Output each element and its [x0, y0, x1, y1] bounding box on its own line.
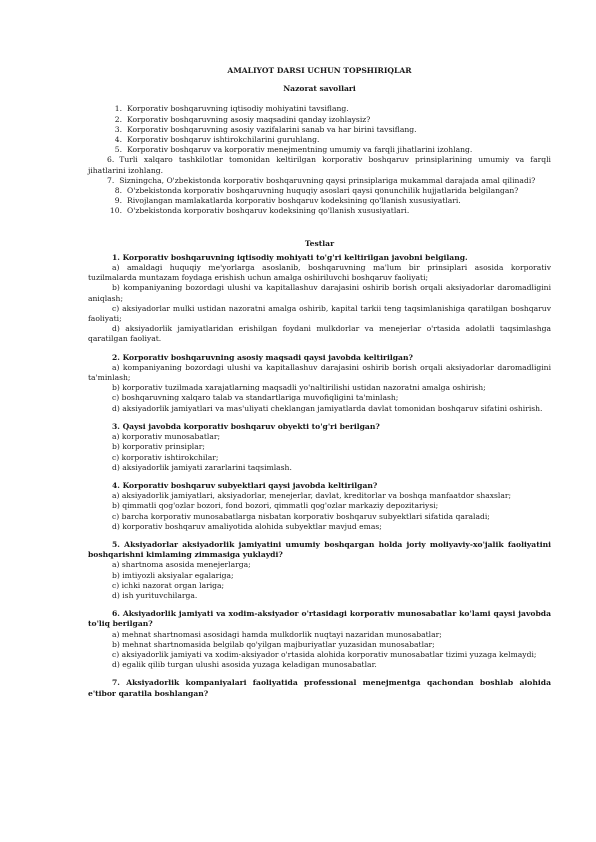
- test-option: a) amaldagi huquqiy me'yorlarga asoslanib, boshqaruvning ma'lum bir prinsiplari asosida korporativ tuzilmalarda muntazam foydaga erishish uchun amalga oshiriluvchi boshqaruv faoliyati;: [88, 263, 551, 283]
- test-option: a) kompaniyaning bozordagi ulushi va kapitallashuv darajasini oshirib borish orqali aksiyadorlar daromadligini ta'minlash;: [88, 362, 551, 383]
- test-option: d) egalik qilib turgan ulushi asosida yuzaga keladigan munosabatlar.: [112, 660, 377, 670]
- control-question: 6. Turli xalqaro tashkilotlar tomonidan keltirilgan korporativ boshqaruv prinsiplarining umumiy va farqli jihatlarini izohlang.: [88, 155, 551, 175]
- test-question: 2. Korporativ boshqaruvning asosiy maqsadi qaysi javobda keltirilgan?: [112, 352, 413, 362]
- test-question: 3. Qaysi javobda korporativ boshqaruv obyekti to'g'ri berilgan?: [112, 421, 380, 431]
- test-option: b) korporativ prinsiplar;: [112, 442, 205, 452]
- control-question: 2. Korporativ boshqaruvning asosiy maqsadini qanday izohlaysiz?: [114, 114, 371, 124]
- control-question: 9. Rivojlangan mamlakatlarda korporativ boshqaruv kodeksining qo'llanish xususiyatlari.: [114, 196, 461, 206]
- test-option: d) korporativ boshqaruv amaliyotida alohida subyektlar mavjud emas;: [112, 521, 382, 531]
- document-title: AMALIYOT DARSI UCHUN TOPSHIRIQLAR: [227, 66, 412, 75]
- control-question: 1. Korporativ boshqaruvning iqtisodiy mohiyatini tavsiflang.: [114, 104, 349, 114]
- test-block: [88, 540, 551, 601]
- test-option: a) korporativ munosabatlar;: [112, 432, 221, 442]
- test-option: c) aksiyadorlar mulki ustidan nazoratni amalga oshirib, kapital tarkii teng taqsimlanishiga qaratilgan boshqaruv faoliyati;: [88, 303, 551, 324]
- document-page: [88, 58, 551, 707]
- test-option: d) aksiyadorlik jamiyatlaridan erishilgan foydani mulkdorlar va menejerlar o'rtasida adolatli taqsimlashga qaratilgan faoliyat.: [88, 324, 551, 344]
- test-option: c) boshqaruvning xalqaro talab va standartlariga muvofiqligini ta'minlash;: [112, 393, 399, 403]
- control-question: 4. Korporativ boshqaruv ishtirokchilarini guruhlang.: [114, 135, 320, 145]
- test-question: 6. Aksiyadorlik jamiyati va xodim-aksiyador o'rtasidagi korporativ munosabatlar ko'lami qaysi javobda to'liq berilgan?: [88, 609, 551, 629]
- control-question: 7. Sizningcha, O'zbekistonda korporativ boshqaruvning qaysi prinsiplariga mukammal darajada amal qilinadi?: [107, 175, 536, 185]
- test-question: 5. Aksiyadorlar aksiyadorlik jamiyatini umumiy boshqargan holda joriy moliyaviy-xo'jalik faoliyatini boshqarishni kimlaming zimmasiga yuklaydi?: [88, 539, 551, 560]
- test-option: d) aksiyadorlik jamiyatlari va mas'uliyati cheklangan jamiyatlarda davlat tomonidan boshqaruv sifatini oshirish.: [112, 403, 543, 413]
- control-questions-list: [88, 104, 551, 216]
- test-block: [88, 353, 551, 414]
- test-option: b) imtiyozli aksiyalar egalariga;: [112, 570, 234, 580]
- test-block: [88, 422, 551, 473]
- test-option: a) mehnat shartnomasi asosidagi hamda mulkdorlik nuqtayi nazaridan munosabatlar;: [112, 629, 442, 639]
- test-option: b) qimmatli qog'ozlar bozori, fond bozori, qimmatli qog'ozlar markaziy depozitariysi;: [112, 501, 439, 511]
- section-heading-control-questions: Nazorat savollari: [283, 84, 356, 94]
- test-option: c) korporativ ishtirokchilar;: [112, 452, 219, 462]
- test-block: [88, 609, 551, 670]
- test-option: a) shartnoma asosida menejerlarga;: [112, 560, 251, 570]
- test-question: 4. Korporativ boshqaruv subyektlari qaysi javobda keltirilgan?: [112, 480, 378, 490]
- test-question: 7. Aksiyadorlik kompaniyalari faoliyatida professional menejmentga qachondan boshlab alohida e'tibor qaratila boshlangan?: [88, 678, 551, 698]
- test-question: 1. Korporativ boshqaruvning iqtisodiy mohiyati to'g'ri keltirilgan javobni belgilang.: [112, 252, 468, 262]
- control-question: 10. O'zbekistonda korporativ boshqaruv kodeksining qo'llanish xususiyatlari.: [109, 206, 410, 216]
- test-block: [88, 678, 551, 698]
- test-option: c) ichki nazorat organ lariga;: [112, 580, 225, 590]
- control-question: 5. Korporativ boshqaruv va korporativ menejmentning umumiy va farqli jihatlarini izohlang.: [114, 145, 473, 155]
- test-option: a) aksiyadorlik jamiyatlari, aksiyadorlar, menejerlar, davlat, kreditorlar va boshqa manfaatdor shaxslar;: [112, 491, 512, 501]
- test-block: [88, 481, 551, 532]
- test-option: d) ish yurituvchilarga.: [112, 590, 198, 600]
- test-block: [88, 253, 551, 345]
- test-option: b) kompaniyaning bozordagi ulushi va kapitallashuv darajasini oshirib borish orqali aksiyadorlar daromadligini aniqlash;: [88, 283, 551, 303]
- test-option: b) korporativ tuzilmada xarajatlarning maqsadli yo'naltirilishi ustidan nazoratni amalga oshirish;: [112, 383, 486, 393]
- test-option: d) aksiyadorlik jamiyati zararlarini taqsimlash.: [112, 462, 292, 472]
- control-question: 8. O'zbekistonda korporativ boshqaruvning huquqiy asoslari qaysi qonunchilik hujjatlarida belgilangan?: [114, 186, 519, 196]
- section-heading-tests: Testlar: [304, 238, 335, 248]
- test-option: c) barcha korporativ munosabatlarga nisbatan korporativ boshqaruv subyektlari sifatida qaraladi;: [112, 511, 490, 521]
- test-option: b) mehnat shartnomasida belgilab qo'yilgan majburiyatlar yuzasidan munosabatlar;: [112, 639, 435, 649]
- test-option: c) aksiyadorlik jamiyati va xodim-aksiyador o'rtasida alohida korporativ munosabatlar tizimi yuzaga kelmaydi;: [112, 649, 537, 659]
- control-question: 3. Korporativ boshqaruvning asosiy vazifalarini sanab va har birini tavsiflang.: [114, 124, 417, 134]
